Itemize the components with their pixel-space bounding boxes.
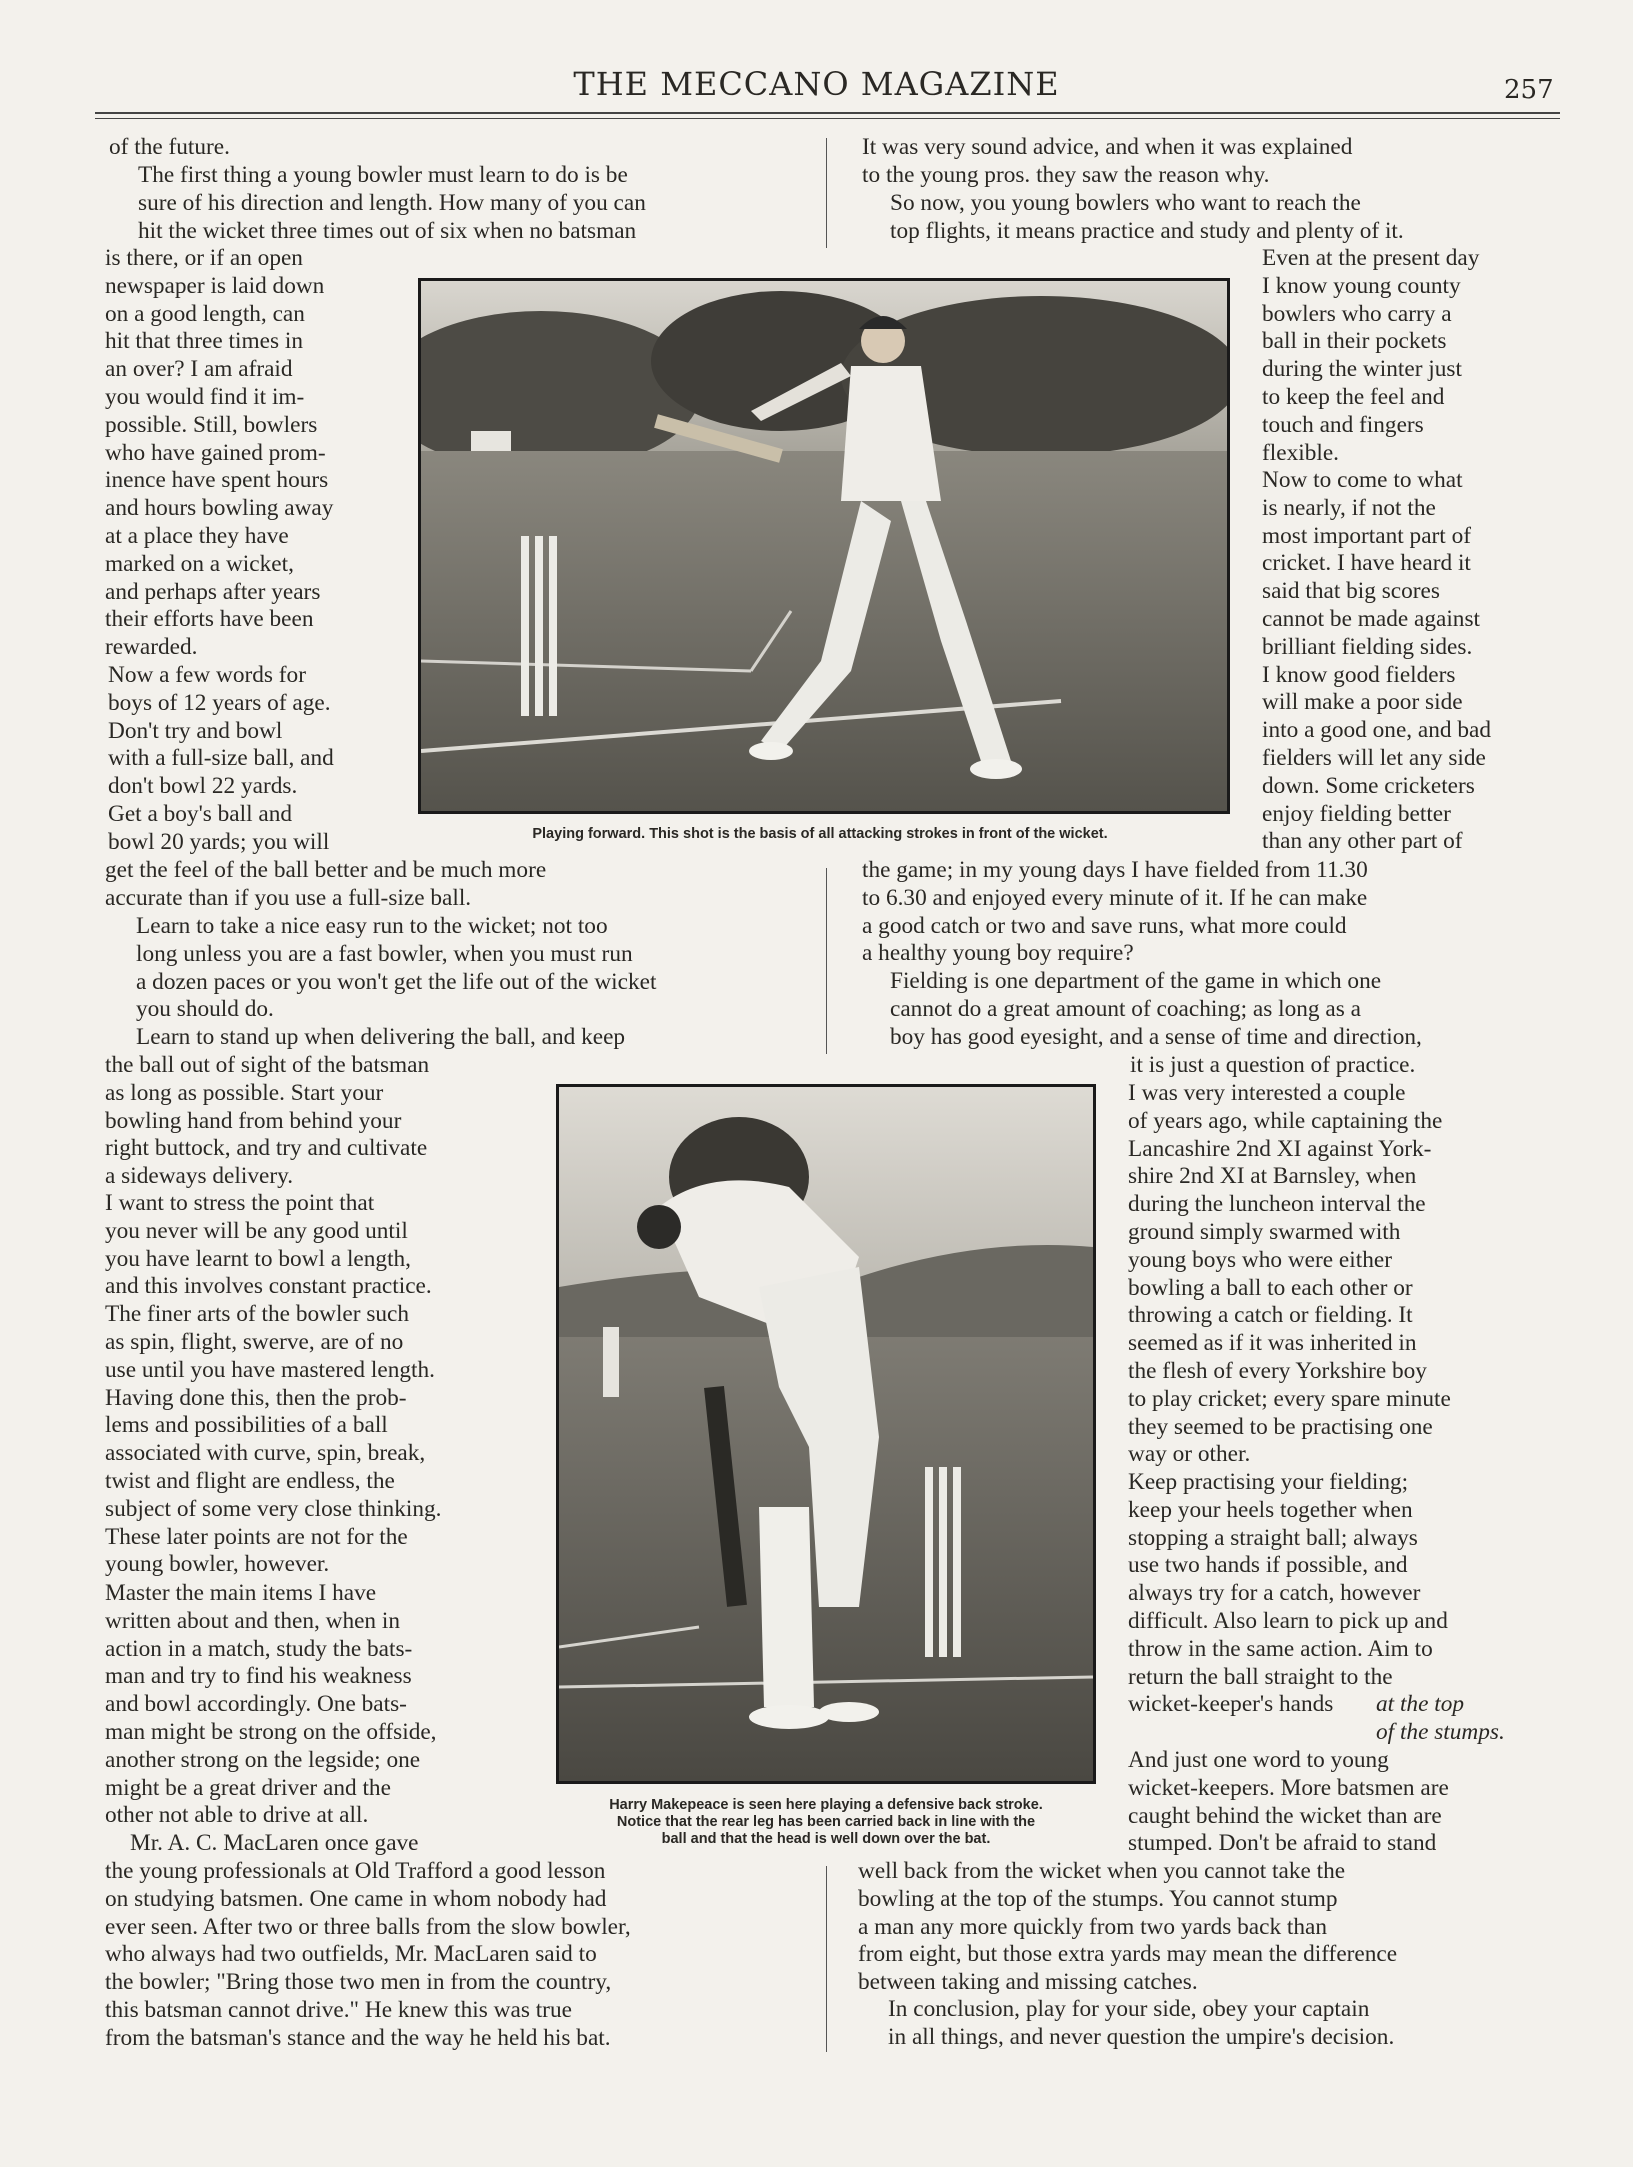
article-paragraph: Learn to stand up when delivering the ball, and keep	[136, 1024, 626, 1050]
article-paragraph: In conclusion, play for your side, obey your captain in all things, and never question the umpire's decision.	[888, 1996, 1395, 2050]
article-paragraph: get the feel of the ball better and be much more accurate than if you use a full-size ball.	[105, 857, 547, 911]
article-paragraph: So now, you young bowlers who want to reach the top flights, it means practice and study and plenty of it.	[890, 190, 1404, 244]
article-paragraph: Learn to take a nice easy run to the wicket; not too long unless you are a fast bowler, when you must run a dozen paces or you won't get the life out of the wicket you should do.	[136, 913, 657, 1023]
article-paragraph: Now a few words for boys of 12 years of age. Don't try and bowl with a full-size ball, and don't bowl 22 yards. Get a boy's ball and bowl 20 yards; you will	[108, 662, 334, 855]
article-paragraph: of the future.	[109, 134, 230, 160]
page-number: 257	[1504, 75, 1554, 105]
article-paragraph: Fielding is one department of the game in which one cannot do a great amount of coaching; as long as a boy has good eyesight, and a sense of time and direction,	[890, 968, 1422, 1050]
column-divider-top	[826, 138, 827, 248]
article-paragraph: I was very interested a couple of years ago, while captaining the Lancashire 2nd XI against York- shire 2nd XI at Barnsley, when during the luncheon interval the ground simply swarmed with young boys who were either bowling a ball to each other or throwing a catch or fielding. It seemed as if it was inherited in the flesh of every Yorkshire boy to play cricket; every spare minute they seemed to be practising one way or other.	[1128, 1080, 1451, 1468]
article-paragraph: I want to stress the point that you never will be any good until you have learnt to bowl a length, and this involves constant practice. The finer arts of the bowler such as spin, flight, swerve, are of no use until you have mastered length. Having done this, then the prob- lems and possibilities of a ball associated with curve, spin, break, twist and flight are endless, the subject of some very close thinking. These later points are not for the young bowler, however.	[105, 1190, 442, 1578]
header-rule-thin	[95, 118, 1560, 119]
photo-defensive-back-stroke	[556, 1084, 1096, 1784]
photo-caption: Harry Makepeace is seen here playing a defensive back stroke. Notice that the rear leg has been carried back in line with the ball and that the head is well down over the bat.	[609, 1797, 1043, 1847]
article-paragraph: And just one word to young wicket-keepers. More batsmen are caught behind the wicket than are stumped. Don't be afraid to stand	[1128, 1747, 1449, 1857]
article-paragraph: Even at the present day I know young county bowlers who carry a ball in their pockets during the winter just to keep the feel and touch and fingers flexible.	[1262, 245, 1480, 466]
magazine-title: THE MECCANO MAGAZINE	[573, 65, 1060, 103]
header-rule	[95, 112, 1560, 114]
article-paragraph: It was very sound advice, and when it was explained to the young pros. they saw the reason why.	[862, 134, 1353, 188]
article-paragraph: Now to come to what is nearly, if not the most important part of cricket. I have heard it said that big scores cannot be made against brilliant fielding sides. I know good fielders will make a poor side into a good one, and bad fielders will let any side down. Some cricketers enjoy fielding better than any other part of	[1262, 467, 1492, 855]
photo-playing-forward	[418, 278, 1230, 814]
emphasis-text: at the top of the stumps.	[1376, 1691, 1505, 1745]
article-paragraph: the game; in my young days I have fielded from 11.30 to 6.30 and enjoyed every minute of it. If he can make a good catch or two and save runs, what more could a healthy young boy require?	[862, 857, 1368, 967]
photo-caption: Playing forward. This shot is the basis of all attacking strokes in front of the wicket.	[532, 826, 1108, 842]
column-divider-bottom	[826, 1866, 827, 2052]
article-paragraph: well back from the wicket when you cannot take the bowling at the top of the stumps. You cannot stump a man any more quickly from two yards back than from eight, but those extra yards may mean the difference between taking and missing catches.	[858, 1858, 1398, 1996]
article-paragraph: the young professionals at Old Trafford a good lesson on studying batsmen. One came in whom nobody had ever seen. After two or three balls from the slow bowler, who always had two outfields, Mr. MacLaren said to the bowler; "Bring those two men in from the country, this batsman cannot drive." He knew this was true from the batsman's stance and the way he held his bat.	[105, 1858, 631, 2051]
article-paragraph: is there, or if an open newspaper is laid down on a good length, can hit that three times in an over? I am afraid you would find it im- possible. Still, bowlers who have gained prom- inence have spent hours and hours bowling away at a place they have marked on a wicket, and perhaps after years their efforts have been rewarded.	[105, 245, 334, 661]
article-paragraph: Master the main items I have written about and then, when in action in a match, study the bats- man and try to find his weakness and bowl accordingly. One bats- man might be strong on the offside, another strong on the legside; one might be a great driver and the other not able to drive at all.	[105, 1580, 437, 1829]
article-paragraph: Keep practising your fielding; keep your heels together when stopping a straight ball; always use two hands if possible, and always try for a catch, however difficult. Also learn to pick up and throw in the same action. Aim to return the ball straight to the wicket-keeper's hands	[1128, 1469, 1448, 1718]
article-paragraph: it is just a question of practice.	[1130, 1052, 1416, 1078]
column-divider-middle	[826, 868, 827, 1054]
article-paragraph: Mr. A. C. MacLaren once gave	[130, 1830, 419, 1856]
article-paragraph: the ball out of sight of the batsman as long as possible. Start your bowling hand from behind your right buttock, and try and cultivate a sideways delivery.	[105, 1052, 430, 1190]
article-paragraph: The first thing a young bowler must learn to do is be sure of his direction and length. How many of you can hit the wicket three times out of six when no batsman	[138, 162, 646, 244]
